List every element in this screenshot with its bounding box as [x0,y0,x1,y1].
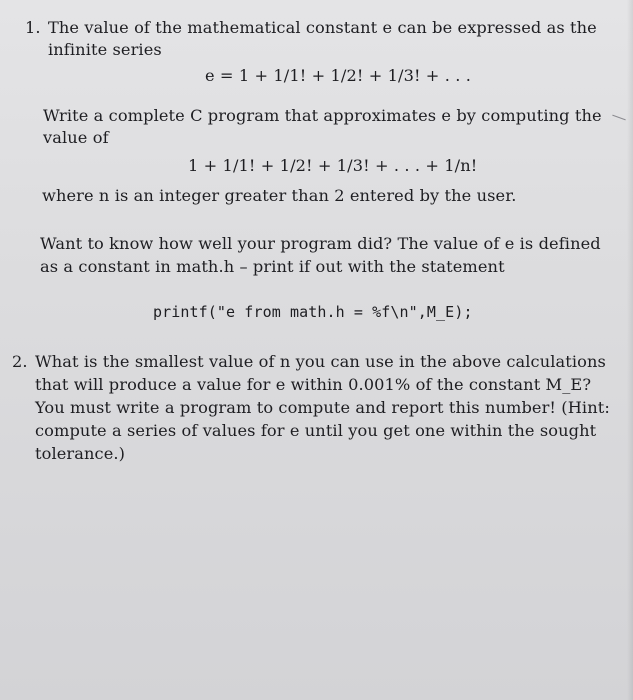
infinite-series-formula: e = 1 + 1/1! + 1/2! + 1/3! + . . . [205,66,471,85]
problem-2-line-5: tolerance.) [35,444,126,463]
problem-2-line-4: compute a series of values for e until you get one within the sought [35,421,597,440]
task-line-2: value of [43,128,109,147]
problem-2-line-3: You must write a program to compute and report this number! (Hint: [35,398,610,417]
printf-statement: printf("e from math.h = %f\n",M_E); [153,303,473,321]
problem-1-number: 1. [25,18,41,37]
problem-2-number: 2. [12,352,28,371]
problem-2-line-2: that will produce a value for e within 0.001% of the constant M_E? [35,375,592,394]
check-line-1: Want to know how well your program did? The value of e is defined [40,234,601,253]
where-line: where n is an integer greater than 2 entered by the user. [42,186,517,205]
page-edge-shadow [627,0,633,700]
problem-1-line-2: infinite series [48,40,162,59]
problem-2-line-1: What is the smallest value of n you can use in the above calculations [35,352,606,371]
finite-series-formula: 1 + 1/1! + 1/2! + 1/3! + . . . + 1/n! [188,156,478,175]
task-line-1: Write a complete C program that approximates e by computing the [43,106,602,125]
problem-1-line-1: The value of the mathematical constant e can be expressed as the [48,18,597,37]
pen-mark [612,115,625,121]
check-line-2: as a constant in math.h – print if out with the statement [40,257,505,276]
